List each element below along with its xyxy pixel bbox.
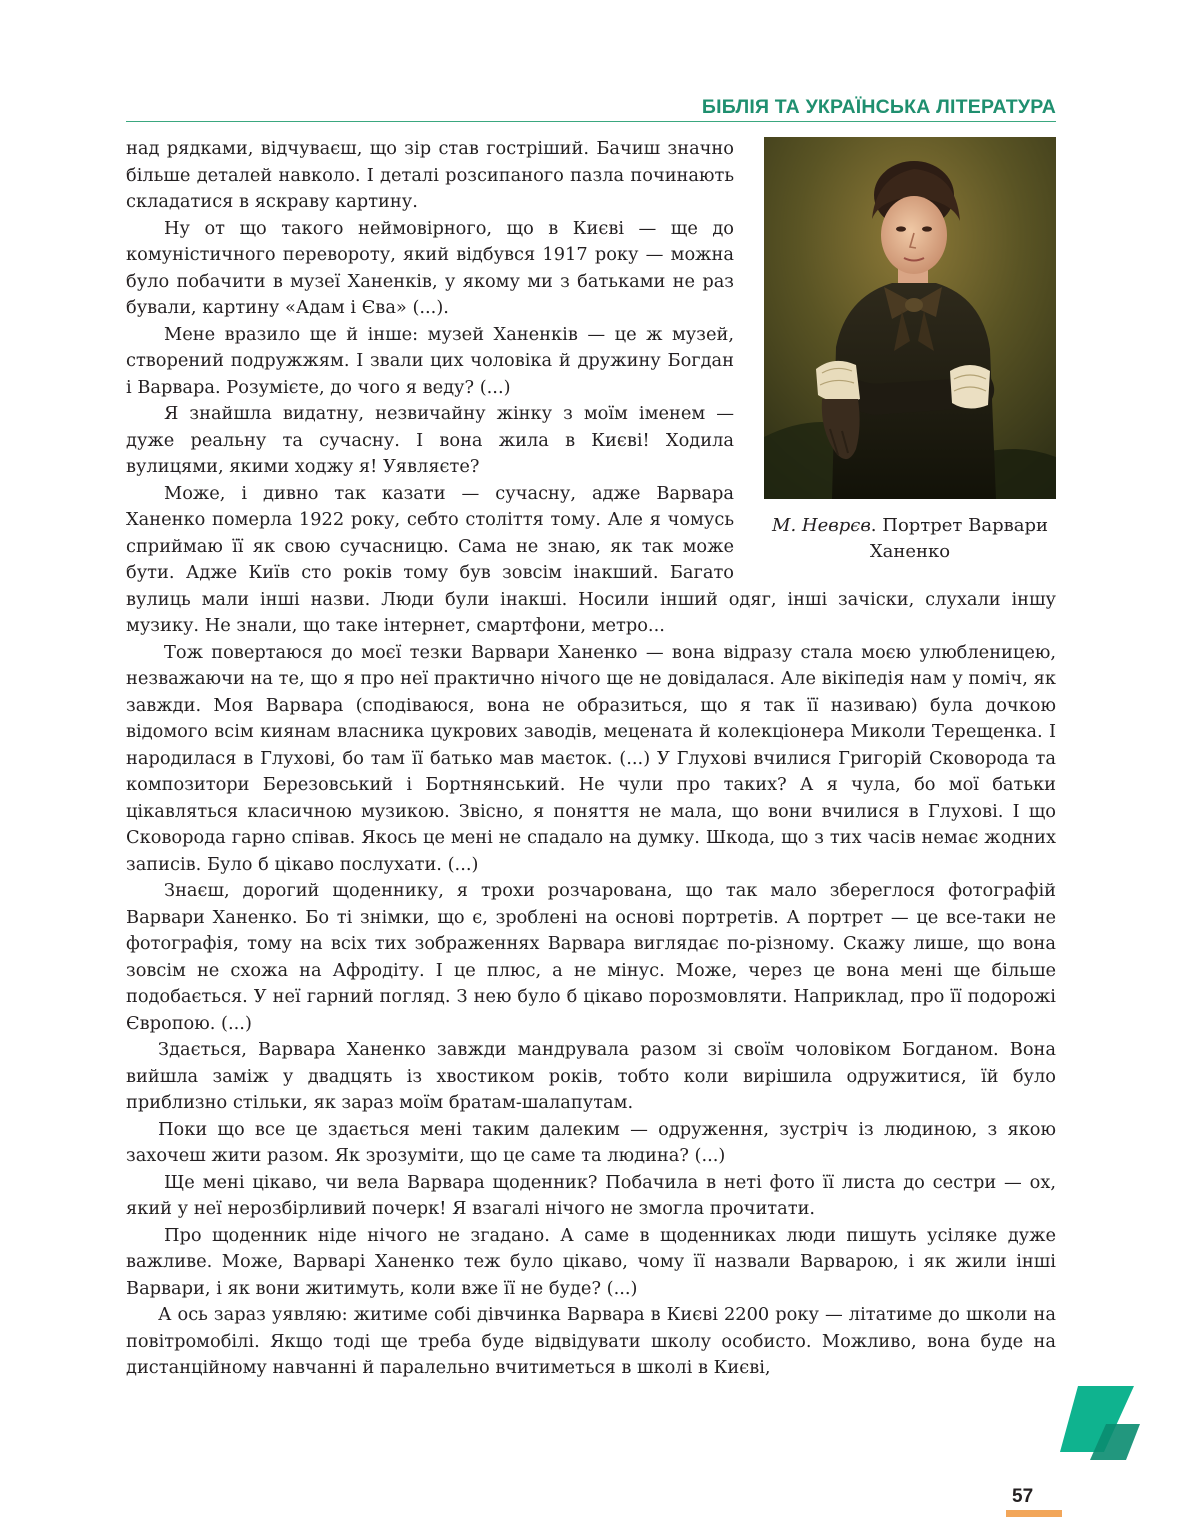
- running-header: БІБЛІЯ ТА УКРАЇНСЬКА ЛІТЕРАТУРА: [701, 96, 1056, 118]
- paragraph: Про щоденник ніде нічого не згадано. А саме в щоденниках люди пишуть усіляке дуже важливе. Може, Варварі Ханенко теж було цікаво, чому її назвали Варварою, і як жили інші Варвари, і як вони житимуть, коли вже її не буде? (...): [126, 1224, 1056, 1299]
- portrait-image: [764, 137, 1056, 499]
- paragraph: Може, і дивно так казати — сучасну, адже Варвара Ханенко померла 1922 року, себто століття тому. Але я чомусь сприймаю її як свою сучасницю. Сама не знаю, як так може бути. Адже Київ сто років тому був зовсім інакший. Багато вулиць мали інші назви. Люди були інакші. Носили інший одяг, інші зачіски, слухали іншу музику. Не знали, що таке інтернет, смартфони, метро...: [126, 482, 1056, 636]
- paragraph: Ще мені цікаво, чи вела Варвара щоденник? Побачила в неті фото її листа до сестри — ох, який у неї нерозбірливий почерк! Я взагалі нічого не змогла прочитати.: [126, 1171, 1056, 1219]
- page-number: 57: [1012, 1486, 1034, 1507]
- page-number-bar: [1006, 1510, 1062, 1517]
- paragraph: Мене вразило ще й інше: музей Ханенків — це ж музей, створений подружжям. І звали цих чоловіка й дружину Богдан і Варвара. Розумієте, до чого я веду? (...): [126, 323, 734, 398]
- caption-author: М. Неврєв: [772, 515, 871, 536]
- paragraph: Тож повертаюся до моєї тезки Варвари Ханенко — вона відразу стала моєю улюбленицею, незважаючи на те, що я про неї практично нічого ще не довідалася. Але вікіпедія нам у поміч, як завжди. Моя Варвара (сподіваюся, вона не образиться, що я так її називаю) була дочкою відомого всім киянам власника цукрових заводів, мецената й колекціонера Миколи Терещенка. І народилася в Глухові, бо там її батько мав маєток. (...) У Глухові вчилися Григорій Сковорода та композитори Березовський і Бортнянський. Не чули про таких? А я чула, бо мої батьки цікавляться класичною музикою. Звісно, я поняття не мала, що вони вчилися в Глухові. І що Сковорода гарно співав. Якось це мені не спадало на думку. Шкода, що з тих часів немає жодних записів. Було б цікаво послухати. (...): [126, 641, 1056, 875]
- paragraph: над рядками, відчуваєш, що зір став гостріший. Бачиш значно більше деталей навколо. І деталі розсипаного пазла починають складатися в яскраву картину.: [126, 138, 734, 212]
- caption-text: . Портрет Варвари Ханенко: [869, 515, 1048, 562]
- paragraph: Ну от що такого неймовірного, що в Києві — ще до комуністичного перевороту, який відбувся 1917 року — можна було побачити в музеї Ханенків, у якому ми з батьками не раз бували, картину «Адам і Єва» (...).: [126, 217, 734, 318]
- paragraph: Здається, Варвара Ханенко завжди мандрувала разом зі своїм чоловіком Богданом. Вона вийшла заміж у двадцять із хвостиком років, тобто коли вирішила одружитися, їй було приблизно стільки, як зараз моїм братам-шалапутам.: [126, 1039, 1056, 1113]
- paragraph: Я знайшла видатну, незвичайну жінку з моїм іменем — дуже реальну та сучасну. І вона жила в Києві! Ходила вулицями, якими ходжу я! Уявляєте?: [126, 403, 734, 477]
- paragraph: Знаєш, дорогий щоденнику, я трохи розчарована, що так мало збереглося фотографій Варвари Ханенко. Бо ті знімки, що є, зроблені на основі портретів. А портрет — це все-таки не фотографія, тому на всіх тих зображеннях Варвара виглядає по-різному. Скажу лише, що вона зовсім не схожа на Афродіту. І це плюс, а не мінус. Може, через це вона мені ще більше подобається. У неї гарний погляд. З нею було б цікаво порозмовляти. Наприклад, про її подорожі Європою. (...): [126, 880, 1056, 1034]
- figure-caption: [764, 513, 1056, 565]
- header-rule: [126, 121, 1056, 122]
- body-text: [126, 136, 1056, 1382]
- corner-decoration: [1056, 1386, 1146, 1466]
- paragraph: А ось зараз уявляю: житиме собі дівчинка Варвара в Києві 2200 року — літатиме до школи на повітромобілі. Якщо тоді ще треба буде відвідувати школу особисто. Можливо, вона буде на дистанційному навчанні й паралельно вчитиметься в школі в Києві,: [126, 1304, 1056, 1378]
- paragraph: Поки що все це здається мені таким далеким — одруження, зустріч із людиною, з якою захочеш жити разом. Як зрозуміти, що це саме та людина? (...): [126, 1118, 1056, 1166]
- portrait-figure: [764, 137, 1056, 565]
